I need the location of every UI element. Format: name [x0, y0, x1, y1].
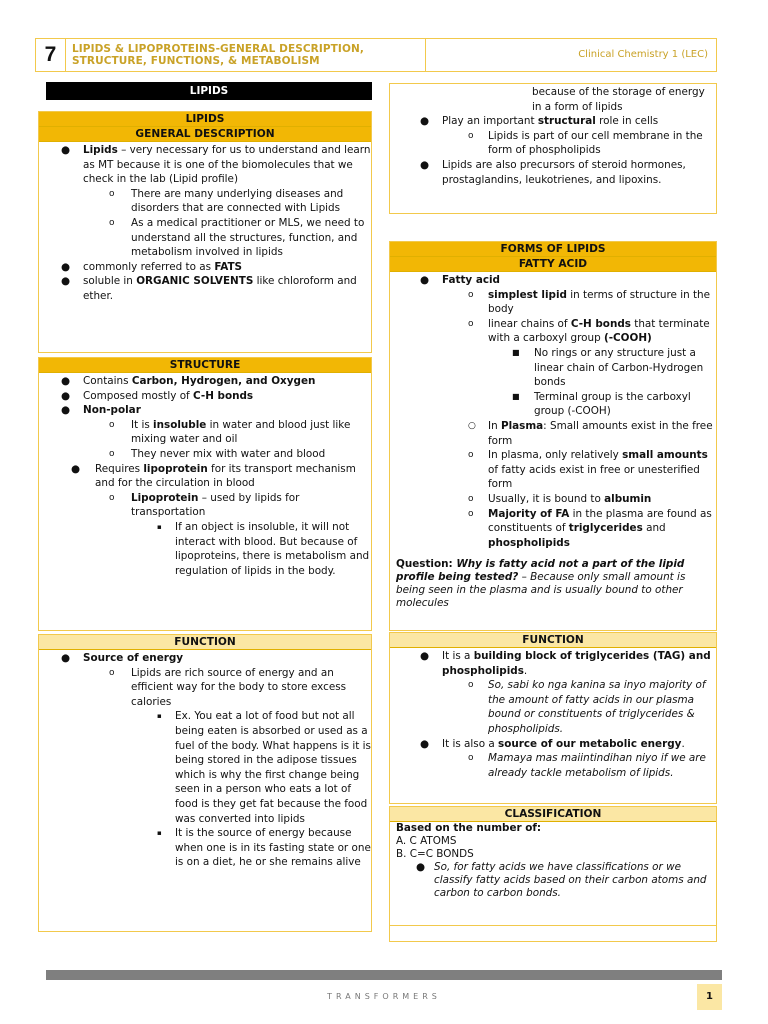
section-heading-fatty-acid: FATTY ACID — [390, 257, 716, 272]
list-item: ● Composed mostly of C-H bonds — [61, 389, 254, 402]
list-item: o In plasma, only relatively small amounts of fatty acids exist in free or unesterified form — [468, 449, 708, 491]
chapter-number: 7 — [36, 39, 66, 71]
list-item: ● So, for fatty acids we have classifications or we classify fatty acids based on their carbon atoms and carbon to carbon bonds. — [416, 861, 707, 899]
list-item: ● Source of energy — [61, 652, 184, 664]
section-heading-forms-of-lipids: FORMS OF LIPIDS — [390, 242, 716, 257]
page-number: 1 — [697, 984, 722, 1010]
footer-text: TRANSFORMERS — [327, 992, 441, 1001]
list-item: o It is insoluble in water and blood just like mixing water and oil — [109, 418, 351, 446]
classification-box — [389, 806, 717, 942]
section-heading-function: FUNCTION — [39, 635, 371, 650]
list-item: ● Requires lipoprotein for its transport mechanism and for the circulation in blood — [71, 462, 356, 490]
list-item: ● soluble in ORGANIC SOLVENTS like chloroform and ether. — [61, 275, 357, 302]
function-box-left — [38, 634, 372, 932]
lipids-banner: LIPIDS — [46, 82, 372, 100]
classification-list — [396, 861, 710, 900]
classification-divider — [390, 925, 716, 926]
classification-intro: Based on the number of: — [396, 822, 542, 834]
footer-bar — [46, 970, 722, 980]
fatty-acid-list — [390, 272, 716, 550]
course-name: Clinical Chemistry 1 (LEC) — [578, 48, 708, 60]
list-item: ▪ If an object is insoluble, it will not interact with blood. But because of lipoproteins, there is metabolism and regulation of lipids in the body. — [157, 520, 370, 577]
structure-box — [38, 357, 372, 631]
list-item: ● Lipids – very necessary for us to understand and learn as MT because it is one of the biomolecules that we check in the lab (Lipid profile) — [61, 144, 371, 186]
classification-b: B. C=C BONDS — [396, 848, 474, 860]
list-item: ▪ It is the source of energy because when one is in its fasting state or one is on a diet, he or she remains alive — [157, 827, 371, 869]
list-item: ■ Terminal group is the carboxyl group (-COOH) — [512, 390, 691, 418]
function-continuation-list — [390, 84, 716, 187]
structure-list — [39, 373, 371, 578]
section-heading-classification: CLASSIFICATION — [390, 807, 716, 822]
section-heading-structure: STRUCTURE — [39, 358, 371, 373]
function-continuation-box — [389, 83, 717, 214]
general-description-box — [38, 111, 372, 353]
function-list-right — [390, 648, 716, 780]
section-heading-function-fa: FUNCTION — [390, 633, 716, 648]
chapter-title: LIPIDS & LIPOPROTEINS-GENERAL DESCRIPTION, STRUCTURE, FUNCTIONS, & METABOLISM — [66, 39, 426, 71]
list-item: ● commonly referred to as FATS — [61, 260, 243, 273]
list-item: ● Fatty acid — [420, 274, 500, 286]
list-item: o As a medical practitioner or MLS, we need to understand all the structures, function, and metabolism involved in lipids — [109, 216, 365, 259]
section-heading-lipids: LIPIDS — [39, 112, 371, 127]
list-item: ● Non-polar — [61, 404, 141, 417]
general-description-list — [39, 142, 371, 304]
list-item: ○ In Plasma: Small amounts exist in the free form — [468, 419, 713, 447]
list-item: ▪ Ex. You eat a lot of food but not all being eaten is absorbed or used as a fuel of the body. What happens is it is being stored in the adipose tissues which is why the first change being seen in a person who eats a lot of food is they get fat because the food was converted into lipids — [157, 710, 371, 825]
list-item: o So, sabi ko nga kanina sa inyo majority of the amount of fatty acids in our plasma bound or constituents of triglycerides & phospholipids. — [468, 679, 706, 735]
list-item: o Lipids are rich source of energy and an efficient way for the body to store excess calories — [109, 666, 347, 708]
forms-of-lipids-box — [389, 241, 717, 631]
list-item: o Mamaya mas maiintindihan niyo if we are already tackle metabolism of lipids. — [468, 752, 706, 779]
list-item: o There are many underlying diseases and disorders that are connected with Lipids — [109, 187, 344, 215]
function-list-left — [39, 650, 371, 870]
classification-a: A. C ATOMS — [396, 835, 457, 847]
list-item: ● Lipids are also precursors of steroid hormones, prostaglandins, leukotrienes, and lipoxins. — [420, 158, 686, 186]
list-item: ● It is also a source of our metabolic energy. — [420, 737, 685, 750]
list-item: o Usually, it is bound to albumin — [468, 492, 652, 505]
list-item: o Lipids is part of our cell membrane in the form of phospholipids — [468, 129, 703, 157]
list-item: o Lipoprotein – used by lipids for transportation — [109, 491, 300, 519]
list-item: o linear chains of C-H bonds that terminate with a carboxyl group (-COOH) — [468, 317, 710, 345]
page-header — [35, 38, 717, 72]
list-item: o Majority of FA in the plasma are found as constituents of triglycerides and phospholipids — [468, 507, 712, 549]
list-item: ● Play an important structural role in cells — [420, 115, 659, 128]
function-box-right — [389, 632, 717, 804]
list-item: ■ No rings or any structure just a linear chain of Carbon-Hydrogen bonds — [512, 346, 704, 389]
list-item: o They never mix with water and blood — [109, 447, 326, 460]
classification-content — [390, 822, 716, 900]
list-item: ● It is a building block of triglycerides (TAG) and phospholipids. — [420, 650, 711, 677]
question-note: Question: Why is fatty acid not a part of the lipid profile being tested? – Because only small amount is being seen in the plasma and is usually bound to other molecules — [396, 558, 686, 610]
list-item: o simplest lipid in terms of structure in the body — [468, 288, 711, 316]
list-item: ● Contains Carbon, Hydrogen, and Oxygen — [61, 375, 316, 387]
section-heading-general-description: GENERAL DESCRIPTION — [39, 127, 371, 142]
list-item: because of the storage of energy in a form of lipids — [532, 86, 705, 113]
